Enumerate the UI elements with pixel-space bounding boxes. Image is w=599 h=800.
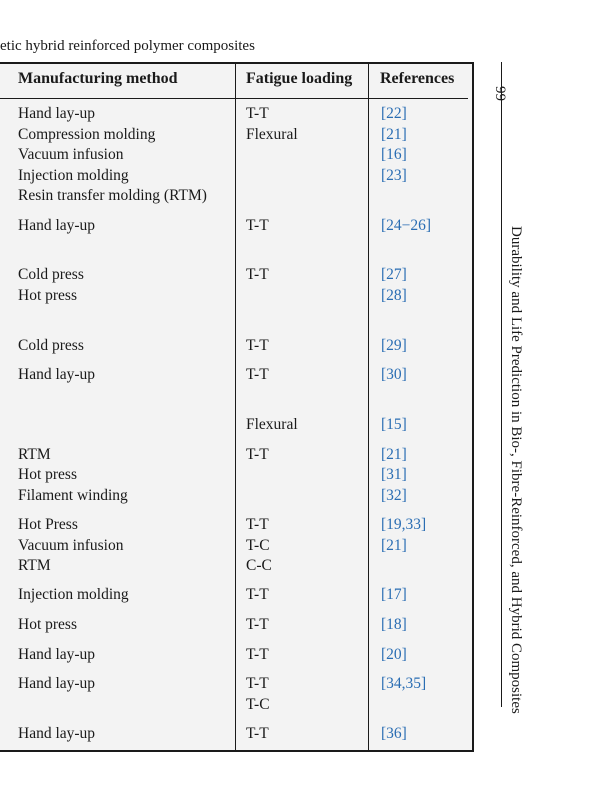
cell-reference-link[interactable]: [15] bbox=[381, 416, 407, 433]
margin-rule bbox=[501, 62, 502, 707]
cell-manufacturing-method: Filament winding bbox=[18, 487, 128, 504]
cell-fatigue-loading: T-T bbox=[246, 105, 269, 122]
table-caption: etic hybrid reinforced polymer composites bbox=[0, 38, 255, 54]
cell-reference-link[interactable]: [17] bbox=[381, 586, 407, 603]
cell-reference-link[interactable]: [21] bbox=[381, 126, 407, 143]
cell-reference-link[interactable]: [21] bbox=[381, 446, 407, 463]
cell-reference-link[interactable]: [20] bbox=[381, 646, 407, 663]
header-rule bbox=[0, 98, 468, 99]
cell-manufacturing-method: Injection molding bbox=[18, 586, 129, 603]
cell-fatigue-loading: T-T bbox=[246, 616, 269, 633]
cell-manufacturing-method: Hand lay-up bbox=[18, 646, 96, 663]
cell-manufacturing-method: Cold press bbox=[18, 266, 84, 283]
cell-manufacturing-method: Vacuum infusion bbox=[18, 537, 124, 554]
cell-manufacturing-method: RTM bbox=[18, 557, 51, 574]
cell-reference-link[interactable]: [16] bbox=[381, 146, 407, 163]
cell-fatigue-loading: T-T bbox=[246, 337, 269, 354]
cell-manufacturing-method: Compression molding bbox=[18, 126, 156, 143]
cell-reference-link[interactable]: [18] bbox=[381, 616, 407, 633]
cell-fatigue-loading: Flexural bbox=[246, 126, 298, 143]
running-head: Durability and Life Prediction in Bio-, Fibre-Reinforced, and Hybrid Composites bbox=[508, 226, 524, 714]
cell-fatigue-loading: T-T bbox=[246, 366, 269, 383]
cell-reference-link[interactable]: [22] bbox=[381, 105, 407, 122]
cell-manufacturing-method: Hot press bbox=[18, 616, 77, 633]
cell-reference-link[interactable]: [24−26] bbox=[381, 217, 432, 234]
cell-reference-link[interactable]: [36] bbox=[381, 725, 407, 742]
cell-reference-link[interactable]: [34,35] bbox=[381, 675, 427, 692]
cell-fatigue-loading: T-T bbox=[246, 725, 269, 742]
cell-reference-link[interactable]: [19,33] bbox=[381, 516, 427, 533]
cell-fatigue-loading: T-C bbox=[246, 696, 270, 713]
column-divider bbox=[368, 62, 369, 752]
cell-fatigue-loading: T-T bbox=[246, 586, 269, 603]
cell-reference-link[interactable]: [21] bbox=[381, 537, 407, 554]
cell-reference-link[interactable]: [29] bbox=[381, 337, 407, 354]
cell-manufacturing-method: Hand lay-up bbox=[18, 675, 96, 692]
cell-manufacturing-method: Hot press bbox=[18, 287, 77, 304]
cell-fatigue-loading: Flexural bbox=[246, 416, 298, 433]
cell-reference-link[interactable]: [27] bbox=[381, 266, 407, 283]
cell-fatigue-loading: C-C bbox=[246, 557, 272, 574]
cell-reference-link[interactable]: [23] bbox=[381, 167, 407, 184]
cell-reference-link[interactable]: [32] bbox=[381, 487, 407, 504]
cell-manufacturing-method: Hand lay-up bbox=[18, 725, 96, 742]
cell-fatigue-loading: T-T bbox=[246, 675, 269, 692]
cell-fatigue-loading: T-T bbox=[246, 646, 269, 663]
cell-reference-link[interactable]: [31] bbox=[381, 466, 407, 483]
page-number: 99 bbox=[492, 86, 508, 101]
cell-manufacturing-method: Hand lay-up bbox=[18, 366, 96, 383]
cell-manufacturing-method: Cold press bbox=[18, 337, 84, 354]
cell-fatigue-loading: T-T bbox=[246, 446, 269, 463]
header-fatigue-loading: Fatigue loading bbox=[246, 70, 353, 87]
cell-manufacturing-method: Hot Press bbox=[18, 516, 78, 533]
header-manufacturing-method: Manufacturing method bbox=[18, 70, 178, 87]
cell-reference-link[interactable]: [30] bbox=[381, 366, 407, 383]
cell-fatigue-loading: T-T bbox=[246, 516, 269, 533]
column-divider bbox=[235, 62, 236, 752]
cell-manufacturing-method: Vacuum infusion bbox=[18, 146, 124, 163]
cell-manufacturing-method: Injection molding bbox=[18, 167, 129, 184]
cell-manufacturing-method: Hand lay-up bbox=[18, 105, 96, 122]
cell-fatigue-loading: T-T bbox=[246, 217, 269, 234]
cell-manufacturing-method: Hand lay-up bbox=[18, 217, 96, 234]
cell-fatigue-loading: T-T bbox=[246, 266, 269, 283]
cell-manufacturing-method: Resin transfer molding (RTM) bbox=[18, 187, 207, 204]
header-references: References bbox=[380, 70, 455, 87]
cell-manufacturing-method: Hot press bbox=[18, 466, 77, 483]
cell-fatigue-loading: T-C bbox=[246, 537, 270, 554]
cell-manufacturing-method: RTM bbox=[18, 446, 51, 463]
cell-reference-link[interactable]: [28] bbox=[381, 287, 407, 304]
